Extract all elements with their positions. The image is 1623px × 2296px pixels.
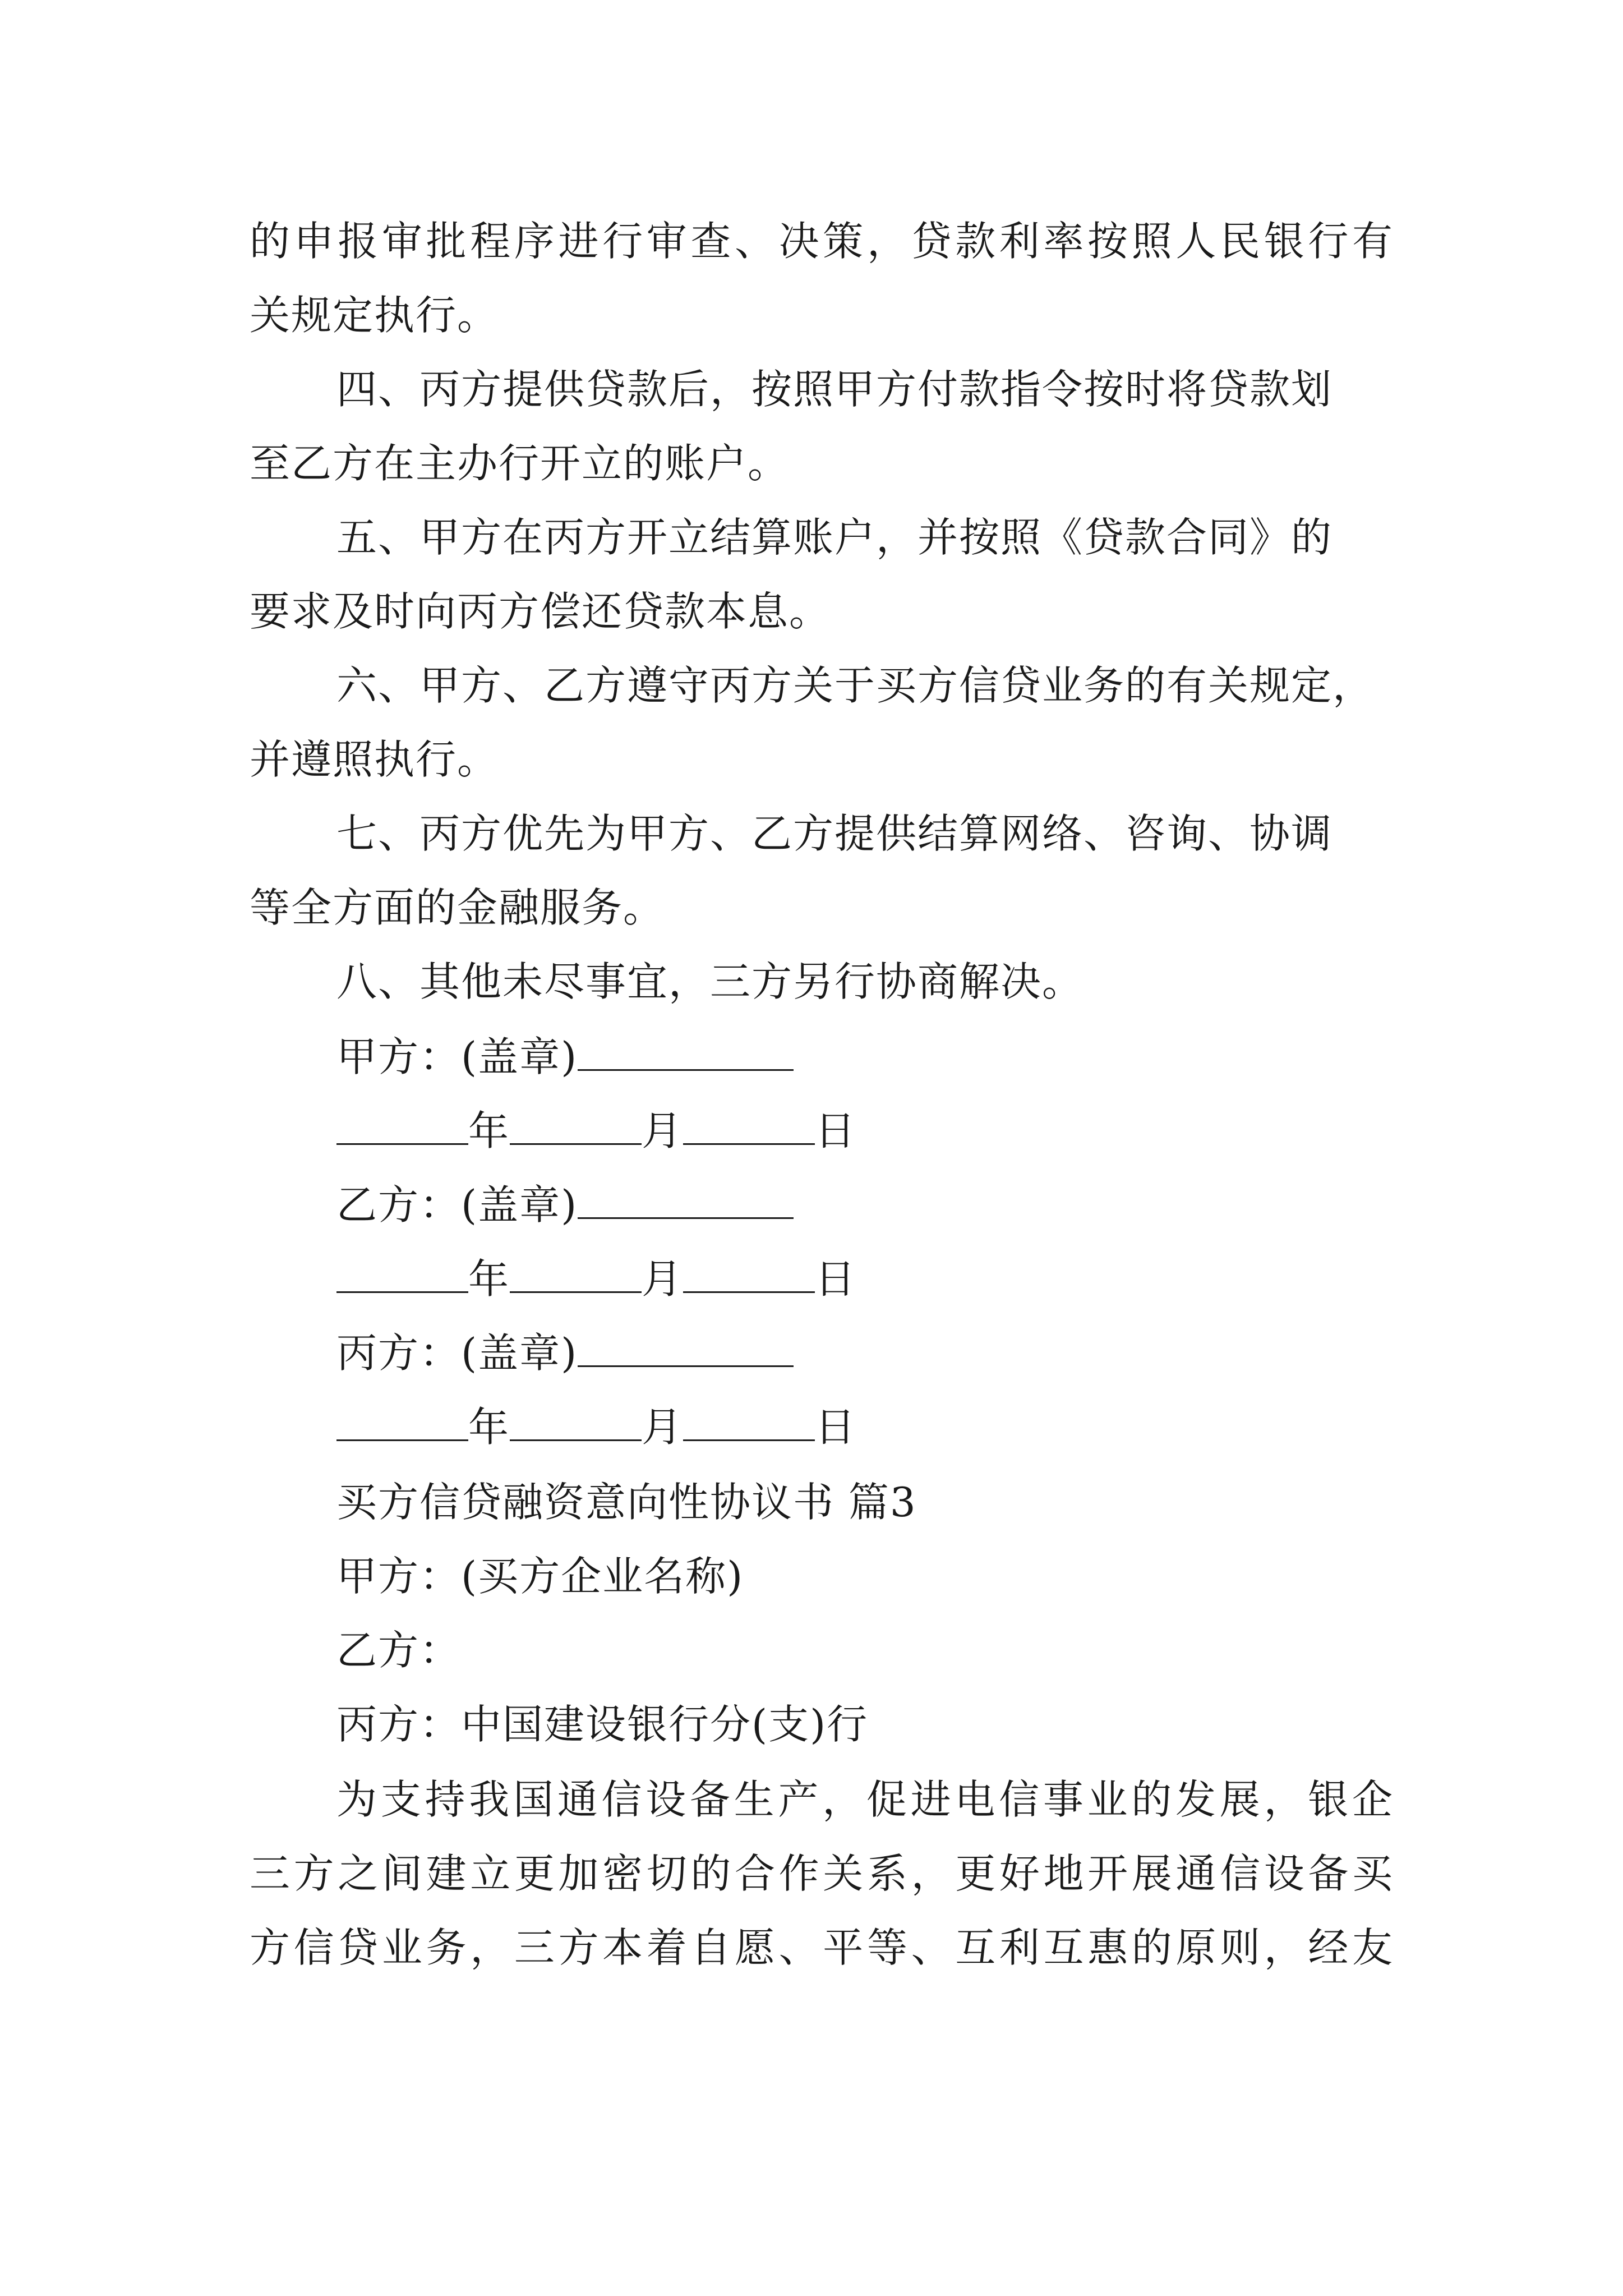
party-a-seal-blank bbox=[578, 1030, 794, 1071]
day-label: 日 bbox=[815, 1107, 857, 1154]
year-label: 年 bbox=[468, 1255, 510, 1303]
month-label: 月 bbox=[642, 1107, 684, 1154]
paragraph-7-line-1: 七、丙方优先为甲方、乙方提供结算网络、咨询、协调 bbox=[336, 810, 1333, 857]
party-b-year-blank bbox=[336, 1252, 468, 1293]
party-a-signature-label: 甲方：(盖章) bbox=[336, 1033, 578, 1080]
party-c-signature-line bbox=[336, 1325, 1481, 1381]
party-b-seal-blank bbox=[578, 1178, 794, 1219]
party-b-month-blank bbox=[510, 1252, 642, 1293]
year-label: 年 bbox=[468, 1107, 510, 1154]
paragraph-6-line-2: 并遵照执行。 bbox=[250, 736, 499, 783]
party-c-signature-label: 丙方：(盖章) bbox=[336, 1329, 578, 1377]
day-label: 日 bbox=[815, 1255, 857, 1303]
section-3-party-c: 丙方：中国建设银行分(支)行 bbox=[336, 1701, 869, 1748]
section-3-party-b: 乙方： bbox=[336, 1627, 462, 1674]
party-a-signature-line bbox=[336, 1029, 1481, 1085]
month-label: 月 bbox=[642, 1404, 684, 1451]
month-label: 月 bbox=[642, 1255, 684, 1303]
year-label: 年 bbox=[468, 1404, 510, 1451]
paragraph-3-line-2: 关规定执行。 bbox=[250, 292, 499, 339]
section-3-intro-line-2: 三方之间建立更加密切的合作关系，更好地开展通信设备买 bbox=[250, 1850, 1394, 1897]
party-b-day-blank bbox=[683, 1252, 815, 1293]
party-c-day-blank bbox=[683, 1400, 815, 1441]
paragraph-5-line-2: 要求及时向丙方偿还贷款本息。 bbox=[250, 588, 831, 635]
section-3-title: 买方信贷融资意向性协议书 篇3 bbox=[336, 1479, 917, 1526]
paragraph-3-line-1: 的申报审批程序进行审查、决策，贷款利率按照人民银行有 bbox=[250, 218, 1394, 265]
party-a-year-blank bbox=[336, 1104, 468, 1145]
section-3-intro-line-3: 方信贷业务，三方本着自愿、平等、互利互惠的原则，经友 bbox=[250, 1924, 1394, 1971]
party-b-date-line bbox=[336, 1251, 1481, 1307]
party-a-date-line bbox=[336, 1103, 1481, 1159]
paragraph-5-line-1: 五、甲方在丙方开立结算账户，并按照《贷款合同》的 bbox=[336, 514, 1333, 561]
section-3-intro-line-1: 为支持我国通信设备生产，促进电信事业的发展，银企 bbox=[336, 1776, 1394, 1823]
party-c-year-blank bbox=[336, 1400, 468, 1441]
party-c-seal-blank bbox=[578, 1326, 794, 1367]
paragraph-4-line-1: 四、丙方提供贷款后，按照甲方付款指令按时将贷款划 bbox=[336, 366, 1333, 413]
party-b-signature-line bbox=[336, 1177, 1481, 1233]
party-c-month-blank bbox=[510, 1400, 642, 1441]
party-a-month-blank bbox=[510, 1104, 642, 1145]
paragraph-8-line-1: 八、其他未尽事宜，三方另行协商解决。 bbox=[336, 958, 1084, 1005]
day-label: 日 bbox=[815, 1404, 857, 1451]
paragraph-4-line-2: 至乙方在主办行开立的账户。 bbox=[250, 440, 790, 487]
party-c-date-line bbox=[336, 1399, 1481, 1455]
party-b-signature-label: 乙方：(盖章) bbox=[336, 1181, 578, 1228]
paragraph-6-line-1: 六、甲方、乙方遵守丙方关于买方信贷业务的有关规定， bbox=[336, 662, 1375, 709]
section-3-party-a: 甲方：(买方企业名称) bbox=[336, 1553, 744, 1600]
party-a-day-blank bbox=[683, 1104, 815, 1145]
paragraph-7-line-2: 等全方面的金融服务。 bbox=[250, 884, 665, 931]
